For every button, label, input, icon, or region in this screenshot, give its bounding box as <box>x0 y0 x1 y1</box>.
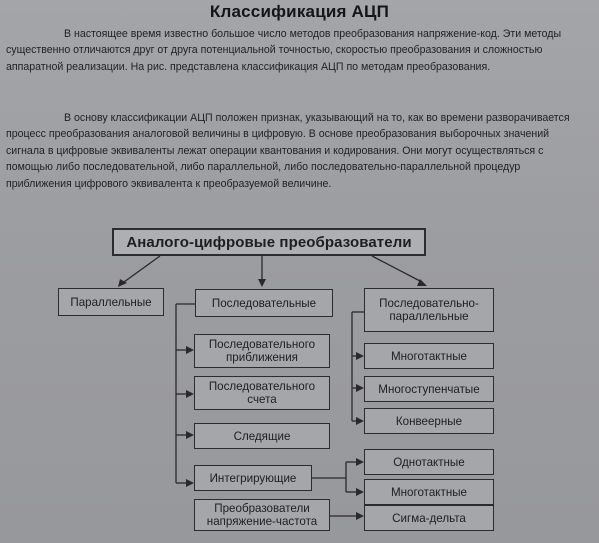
node-integrating: Интегрирующие <box>194 465 312 491</box>
node-sequential: Последовательные <box>195 289 333 317</box>
node-adc-root: Аналого-цифровые преобразователи <box>112 228 426 256</box>
node-successive-approximation: Последовательного приближения <box>194 334 330 368</box>
node-multicycle-int: Многотактные <box>364 479 494 505</box>
node-serial-parallel: Последовательно-параллельные <box>364 288 494 332</box>
paragraph-intro: В настоящее время известно большое число методов преобразования напряжение-код. Эти методы существенно отличаются друг от друга потенциальной точностью, скоростью преобразования и сложностью аппаратной реализации. На рис. представлена классификация АЦП по методам преобразования. <box>6 28 562 73</box>
node-tracking: Следящие <box>194 423 330 449</box>
node-single-cycle: Однотактные <box>364 449 494 475</box>
page-title: Классификация АЦП <box>209 2 390 21</box>
node-parallel: Параллельные <box>58 288 164 316</box>
node-voltage-to-frequency: Преобразователи напряжение-частота <box>194 499 330 531</box>
node-multistage: Многоступенчатые <box>364 376 494 402</box>
node-pipeline: Конвеерные <box>364 408 494 434</box>
node-multicycle-sp: Многотактные <box>364 343 494 369</box>
paragraph-classification-basis: В основу классификации АЦП положен признак, указывающий на то, как во времени разворачивается процесс преобразования аналоговой величины в цифровую. В основе преобразования выборочных значений сигнала в цифровые эквиваленты лежат операции квантования и кодирования. Они могут осуществляться с помощью либо последовательной, либо параллельной, либо последовательно-параллельной процедур приближения цифрового эквивалента к преобразуемой величине. <box>6 112 570 190</box>
node-sequential-counting: Последовательного счета <box>194 376 330 410</box>
node-sigma-delta: Сигма-дельта <box>364 505 494 531</box>
